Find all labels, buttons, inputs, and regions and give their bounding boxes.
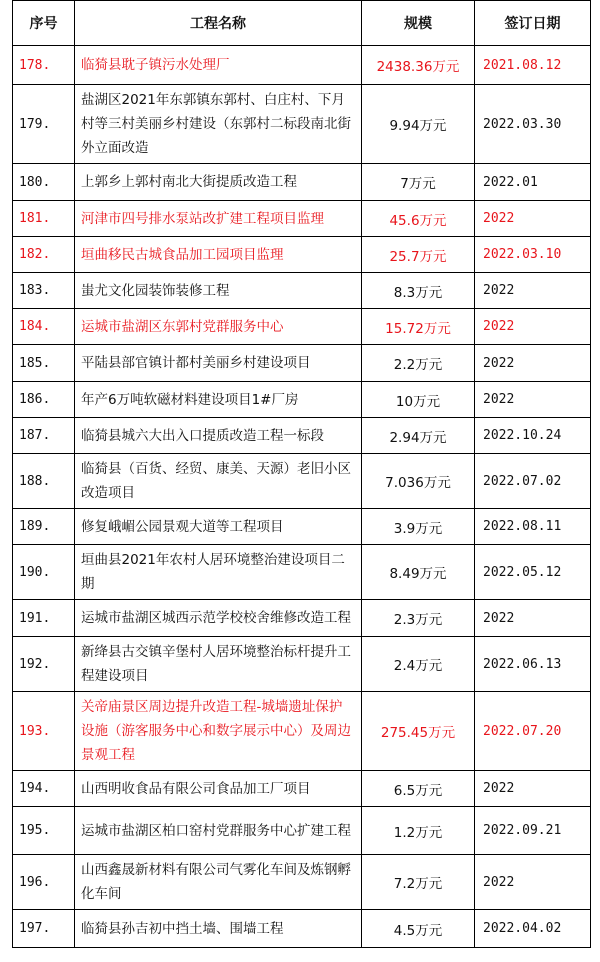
row-project-name: 运城市盐湖区城西示范学校校舍维修改造工程 [75, 600, 362, 637]
row-date: 2022.10.24 [475, 418, 591, 454]
row-project-name: 临猗县孙吉初中挡土墙、围墙工程 [75, 910, 362, 948]
row-project-name: 新绛县古交镇辛堡村人居环境整治标杆提升工程建设项目 [75, 637, 362, 692]
table-row [13, 771, 591, 807]
row-seq: 186. [13, 382, 75, 418]
row-seq: 197. [13, 910, 75, 948]
row-seq: 195. [13, 807, 75, 855]
table-row [13, 85, 591, 164]
table-row [13, 807, 591, 855]
table-row [13, 600, 591, 637]
table-row [13, 164, 591, 201]
table-row [13, 237, 591, 273]
table-row [13, 454, 591, 509]
row-date: 2022 [475, 309, 591, 345]
row-project-name: 年产6万吨软磁材料建设项目1#厂房 [75, 382, 362, 418]
row-seq: 185. [13, 345, 75, 382]
row-date: 2022 [475, 201, 591, 237]
row-project-name: 关帝庙景区周边提升改造工程-城墙遗址保护设施（游客服务中心和数字展示中心）及周边景观工程 [75, 692, 362, 771]
row-scale: 4.5万元 [362, 910, 475, 948]
row-date: 2022 [475, 382, 591, 418]
table-row [13, 382, 591, 418]
row-date: 2022.09.21 [475, 807, 591, 855]
row-scale: 15.72万元 [362, 309, 475, 345]
row-date: 2022 [475, 600, 591, 637]
row-project-name: 蚩尤文化园装饰装修工程 [75, 273, 362, 309]
row-seq: 182. [13, 237, 75, 273]
table-row [13, 509, 591, 545]
row-scale: 25.7万元 [362, 237, 475, 273]
row-date: 2022.06.13 [475, 637, 591, 692]
row-scale: 3.9万元 [362, 509, 475, 545]
document-page [12, 0, 590, 948]
row-date: 2022.03.30 [475, 85, 591, 164]
table-row [13, 545, 591, 600]
table-row [13, 273, 591, 309]
table-row [13, 910, 591, 948]
row-scale: 2438.36万元 [362, 46, 475, 85]
row-seq: 196. [13, 855, 75, 910]
row-project-name: 山西明收食品有限公司食品加工厂项目 [75, 771, 362, 807]
table-row [13, 692, 591, 771]
row-seq: 188. [13, 454, 75, 509]
row-date: 2022.01 [475, 164, 591, 201]
row-scale: 2.94万元 [362, 418, 475, 454]
row-seq: 183. [13, 273, 75, 309]
table-row [13, 855, 591, 910]
row-project-name: 修复峨嵋公园景观大道等工程项目 [75, 509, 362, 545]
row-project-name: 垣曲县2021年农村人居环境整治建设项目二期 [75, 545, 362, 600]
row-scale: 7万元 [362, 164, 475, 201]
row-date: 2022.04.02 [475, 910, 591, 948]
row-scale: 10万元 [362, 382, 475, 418]
row-project-name: 盐湖区2021年东郭镇东郭村、白庄村、下月村等三村美丽乡村建设（东郭村二标段南北街外立面改造 [75, 85, 362, 164]
row-seq: 181. [13, 201, 75, 237]
row-seq: 179. [13, 85, 75, 164]
row-date: 2022 [475, 855, 591, 910]
row-seq: 180. [13, 164, 75, 201]
header-date: 签订日期 [475, 1, 591, 46]
row-date: 2022 [475, 345, 591, 382]
row-project-name: 临猗县（百货、经贸、康美、天源）老旧小区改造项目 [75, 454, 362, 509]
row-date: 2022.07.02 [475, 454, 591, 509]
row-project-name: 运城市盐湖区柏口窑村党群服务中心扩建工程 [75, 807, 362, 855]
row-seq: 190. [13, 545, 75, 600]
row-date: 2022 [475, 273, 591, 309]
header-seq: 序号 [13, 1, 75, 46]
table-row [13, 418, 591, 454]
table-header-row [13, 1, 591, 46]
row-date: 2022.08.11 [475, 509, 591, 545]
row-seq: 178. [13, 46, 75, 85]
row-seq: 189. [13, 509, 75, 545]
row-seq: 192. [13, 637, 75, 692]
row-seq: 194. [13, 771, 75, 807]
table-row [13, 46, 591, 85]
row-scale: 6.5万元 [362, 771, 475, 807]
row-date: 2022.05.12 [475, 545, 591, 600]
row-seq: 187. [13, 418, 75, 454]
row-date: 2022.07.20 [475, 692, 591, 771]
table-body [13, 46, 591, 948]
row-project-name: 山西鑫晟新材料有限公司气雾化车间及炼钢孵化车间 [75, 855, 362, 910]
row-scale: 9.94万元 [362, 85, 475, 164]
table-row [13, 637, 591, 692]
row-scale: 7.036万元 [362, 454, 475, 509]
row-scale: 7.2万元 [362, 855, 475, 910]
table-row [13, 345, 591, 382]
table-row [13, 309, 591, 345]
row-project-name: 临猗县耽子镇污水处理厂 [75, 46, 362, 85]
row-scale: 8.49万元 [362, 545, 475, 600]
row-scale: 1.2万元 [362, 807, 475, 855]
row-scale: 2.3万元 [362, 600, 475, 637]
header-scale: 规模 [362, 1, 475, 46]
row-project-name: 垣曲移民古城食品加工园项目监理 [75, 237, 362, 273]
project-table [12, 0, 591, 948]
row-scale: 2.4万元 [362, 637, 475, 692]
row-scale: 275.45万元 [362, 692, 475, 771]
header-name: 工程名称 [75, 1, 362, 46]
row-scale: 2.2万元 [362, 345, 475, 382]
row-project-name: 上郭乡上郭村南北大街提质改造工程 [75, 164, 362, 201]
table-row [13, 201, 591, 237]
row-scale: 8.3万元 [362, 273, 475, 309]
row-seq: 184. [13, 309, 75, 345]
row-project-name: 河津市四号排水泵站改扩建工程项目监理 [75, 201, 362, 237]
row-seq: 191. [13, 600, 75, 637]
row-project-name: 临猗县城六大出入口提质改造工程一标段 [75, 418, 362, 454]
row-project-name: 运城市盐湖区东郭村党群服务中心 [75, 309, 362, 345]
row-date: 2022.03.10 [475, 237, 591, 273]
row-seq: 193. [13, 692, 75, 771]
row-scale: 45.6万元 [362, 201, 475, 237]
row-date: 2022 [475, 771, 591, 807]
row-date: 2021.08.12 [475, 46, 591, 85]
row-project-name: 平陆县部官镇计都村美丽乡村建设项目 [75, 345, 362, 382]
